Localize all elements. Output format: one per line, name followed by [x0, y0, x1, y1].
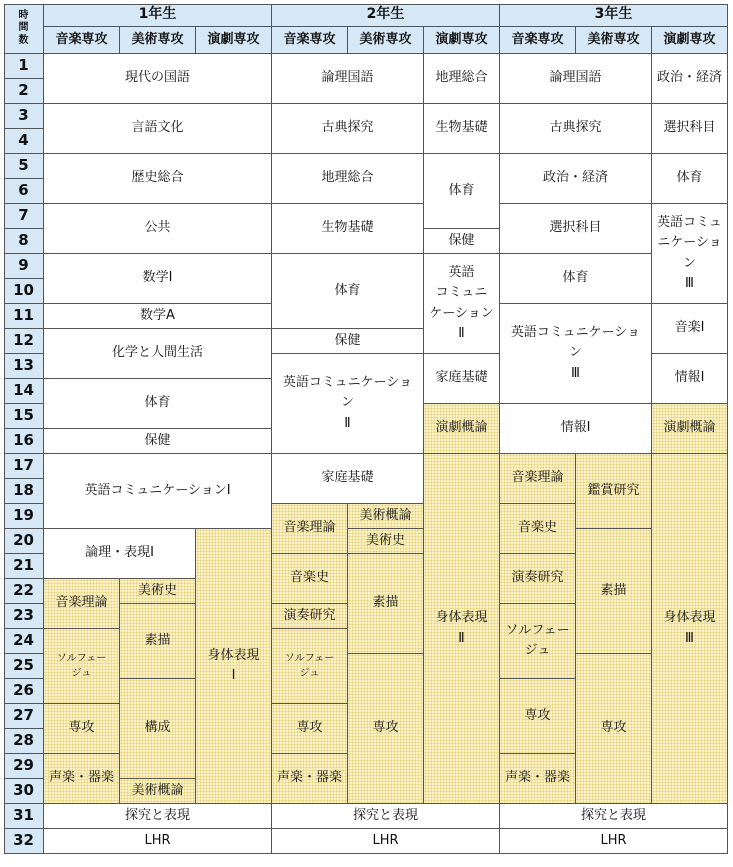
period-number: 2 [4, 79, 44, 104]
subject-cell: 専攻 [272, 704, 348, 754]
course-header: 音楽専攻 [500, 27, 576, 54]
subject-cell: 歴史総合 [44, 154, 272, 204]
subject-cell: 英語 コミュニ ケーション Ⅱ [424, 254, 500, 354]
subject-cell: 体育 [44, 379, 272, 429]
subject-cell: 情報Ⅰ [652, 354, 728, 404]
subject-cell: 音楽理論 [500, 454, 576, 504]
period-number: 7 [4, 204, 44, 229]
course-header: 美術専攻 [576, 27, 652, 54]
subject-cell: 公共 [44, 204, 272, 254]
subject-cell: 英語コミュ ニケーショ ン Ⅲ [652, 204, 728, 304]
subject-cell: 身体表現 Ⅲ [652, 454, 728, 804]
period-number: 16 [4, 429, 44, 454]
year-header-3: 3年生 [500, 4, 728, 27]
subject-cell: 体育 [652, 154, 728, 204]
period-number: 11 [4, 304, 44, 329]
period-number: 15 [4, 404, 44, 429]
year-header-1: 1年生 [44, 4, 272, 27]
subject-cell: 論理国語 [272, 54, 424, 104]
subject-cell: 生物基礎 [424, 104, 500, 154]
subject-cell: 家庭基礎 [424, 354, 500, 404]
subject-cell: 選択科目 [500, 204, 652, 254]
subject-cell: 専攻 [576, 654, 652, 804]
subject-cell: 地理総合 [272, 154, 424, 204]
course-header: 演劇専攻 [652, 27, 728, 54]
period-number: 29 [4, 754, 44, 779]
subject-cell: 素描 [120, 604, 196, 679]
period-number: 20 [4, 529, 44, 554]
subject-cell: ソルフェー ジュ [500, 604, 576, 679]
period-number: 5 [4, 154, 44, 179]
subject-cell: 美術史 [348, 529, 424, 554]
subject-cell: ソルフェー ジュ [44, 629, 120, 704]
subject-cell: 専攻 [348, 654, 424, 804]
subject-cell: 数学Ⅰ [44, 254, 272, 304]
period-number: 22 [4, 579, 44, 604]
period-number: 1 [4, 54, 44, 79]
subject-cell: 政治・経済 [652, 54, 728, 104]
period-number: 3 [4, 104, 44, 129]
subject-cell: 身体表現 Ⅰ [196, 529, 272, 804]
subject-cell: 演奏研究 [500, 554, 576, 604]
subject-cell: 美術概論 [348, 504, 424, 529]
subject-cell: 専攻 [44, 704, 120, 754]
subject-cell: 音楽理論 [44, 579, 120, 629]
subject-cell: 論理・表現Ⅰ [44, 529, 196, 579]
period-number: 31 [4, 804, 44, 829]
subject-cell: 保健 [424, 229, 500, 254]
subject-cell: 古典探究 [500, 104, 652, 154]
course-header: 音楽専攻 [44, 27, 120, 54]
subject-cell: 構成 [120, 679, 196, 779]
period-number: 8 [4, 229, 44, 254]
subject-cell: 政治・経済 [500, 154, 652, 204]
subject-cell: 素描 [348, 554, 424, 654]
course-header: 美術専攻 [120, 27, 196, 54]
subject-cell: 体育 [272, 254, 424, 329]
subject-cell: 探究と表現 [44, 804, 272, 829]
subject-cell: LHR [272, 829, 500, 854]
subject-cell: LHR [44, 829, 272, 854]
period-number: 27 [4, 704, 44, 729]
period-number: 14 [4, 379, 44, 404]
period-number: 18 [4, 479, 44, 504]
subject-cell: 鑑賞研究 [576, 454, 652, 529]
subject-cell: 音楽史 [272, 554, 348, 604]
subject-cell: 現代の国語 [44, 54, 272, 104]
subject-cell: 保健 [272, 329, 424, 354]
year-header-2: 2年生 [272, 4, 500, 27]
period-number: 32 [4, 829, 44, 854]
subject-cell: 声楽・器楽 [44, 754, 120, 804]
subject-cell: LHR [500, 829, 728, 854]
period-number: 28 [4, 729, 44, 754]
subject-cell: 選択科目 [652, 104, 728, 154]
subject-cell: 声楽・器楽 [500, 754, 576, 804]
subject-cell: 演奏研究 [272, 604, 348, 629]
subject-cell: 体育 [424, 154, 500, 229]
period-number: 17 [4, 454, 44, 479]
subject-cell: 美術概論 [120, 779, 196, 804]
subject-cell: 身体表現 Ⅱ [424, 454, 500, 804]
course-header: 美術専攻 [348, 27, 424, 54]
period-number: 9 [4, 254, 44, 279]
subject-cell: 声楽・器楽 [272, 754, 348, 804]
period-number: 10 [4, 279, 44, 304]
subject-cell: 化学と人間生活 [44, 329, 272, 379]
subject-cell: 体育 [500, 254, 652, 304]
period-number: 12 [4, 329, 44, 354]
subject-cell: 英語コミュニケーションⅠ [44, 454, 272, 529]
course-header: 演劇専攻 [424, 27, 500, 54]
subject-cell: 論理国語 [500, 54, 652, 104]
period-number: 25 [4, 654, 44, 679]
subject-cell: 専攻 [500, 679, 576, 754]
course-header: 演劇専攻 [196, 27, 272, 54]
periods-header: 時 間 数 [4, 4, 44, 54]
subject-cell: 言語文化 [44, 104, 272, 154]
subject-cell: ソルフェー ジュ [272, 629, 348, 704]
subject-cell: 英語コミュニケーショ ン Ⅲ [500, 304, 652, 404]
period-number: 6 [4, 179, 44, 204]
subject-cell: 地理総合 [424, 54, 500, 104]
subject-cell: 英語コミュニケーショ ン Ⅱ [272, 354, 424, 454]
subject-cell: 情報Ⅰ [500, 404, 652, 454]
period-number: 21 [4, 554, 44, 579]
period-number: 13 [4, 354, 44, 379]
subject-cell: 保健 [44, 429, 272, 454]
period-number: 23 [4, 604, 44, 629]
subject-cell: 古典探究 [272, 104, 424, 154]
subject-cell: 素描 [576, 529, 652, 654]
period-number: 4 [4, 129, 44, 154]
subject-cell: 演劇概論 [652, 404, 728, 454]
subject-cell: 生物基礎 [272, 204, 424, 254]
subject-cell: 美術史 [120, 579, 196, 604]
subject-cell: 探究と表現 [272, 804, 500, 829]
subject-cell: 数学A [44, 304, 272, 329]
period-number: 30 [4, 779, 44, 804]
period-number: 26 [4, 679, 44, 704]
subject-cell: 探究と表現 [500, 804, 728, 829]
period-number: 19 [4, 504, 44, 529]
subject-cell: 音楽理論 [272, 504, 348, 554]
period-number: 24 [4, 629, 44, 654]
subject-cell: 音楽Ⅰ [652, 304, 728, 354]
subject-cell: 家庭基礎 [272, 454, 424, 504]
subject-cell: 演劇概論 [424, 404, 500, 454]
course-header: 音楽専攻 [272, 27, 348, 54]
subject-cell: 音楽史 [500, 504, 576, 554]
